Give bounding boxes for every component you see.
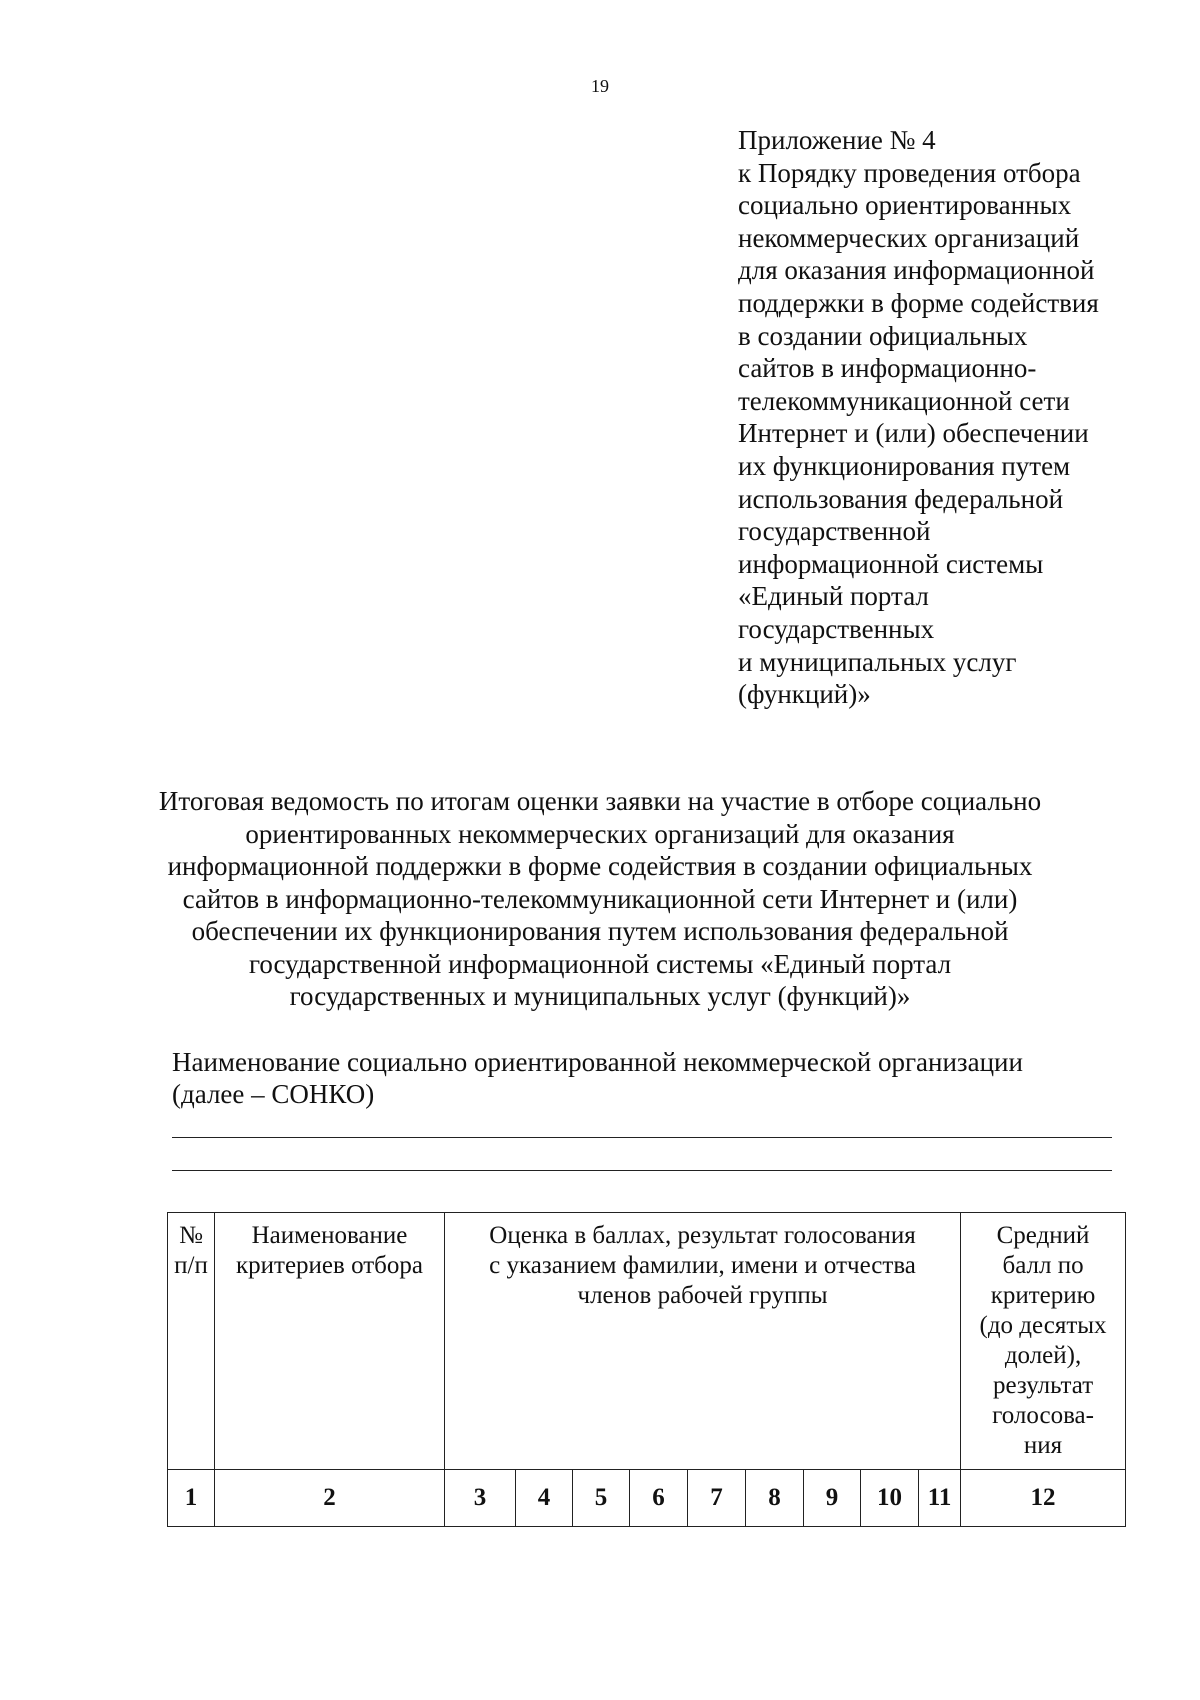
title-line: обеспечении их функционирования путем использования федеральной	[191, 916, 1009, 946]
appendix-line: сайтов в информационно-	[738, 353, 1037, 384]
column-number-cell: 3	[445, 1470, 516, 1527]
column-number-cell: 7	[688, 1470, 746, 1527]
document-title	[150, 785, 1050, 1013]
column-number-cell: 2	[215, 1470, 445, 1527]
organization-name-blank-line	[172, 1170, 1112, 1171]
appendix-line: информационной системы	[738, 548, 1044, 579]
appendix-line: социально ориентированных	[738, 190, 1072, 221]
table-column-number-row	[168, 1470, 1126, 1527]
page-number: 19	[591, 76, 609, 96]
column-number-cell: 10	[861, 1470, 919, 1527]
column-number-cell: 9	[804, 1470, 861, 1527]
header-average: Средний балл по критерию (до десятых долей), результат голосова- ния	[961, 1213, 1126, 1470]
header-criteria: Наименование критериев отбора	[215, 1213, 445, 1470]
column-number-cell: 12	[961, 1470, 1126, 1527]
organization-name-label	[172, 1046, 1112, 1110]
appendix-line: Интернет и (или) обеспечении	[738, 418, 1089, 449]
appendix-line: их функционирования путем	[738, 450, 1071, 481]
appendix-line: для оказания информационной	[738, 255, 1095, 286]
title-line: ориентированных некоммерческих организаций для оказания	[245, 818, 955, 849]
appendix-line: Приложение № 4	[738, 125, 936, 155]
appendix-line: государственной	[738, 516, 931, 547]
organization-name-blank-line	[172, 1137, 1112, 1138]
appendix-header	[738, 124, 1158, 711]
header-num: № п/п	[168, 1213, 215, 1470]
column-number-cell: 4	[516, 1470, 573, 1527]
appendix-line: телекоммуникационной сети	[738, 385, 1070, 416]
title-line: государственной информационной системы «Единый портал	[248, 948, 952, 979]
appendix-line: использования федеральной	[738, 483, 1064, 514]
column-number-cell: 8	[746, 1470, 804, 1527]
column-number-cell: 11	[919, 1470, 961, 1527]
table-header-row	[168, 1213, 1126, 1470]
title-line: сайтов в информационно-телекоммуникационной сети Интернет и (или)	[182, 883, 1018, 914]
org-label-line: (далее – СОНКО)	[172, 1079, 375, 1109]
column-number-cell: 5	[573, 1470, 630, 1527]
appendix-line: некоммерческих организаций	[738, 222, 1080, 253]
appendix-line: поддержки в форме содействия	[738, 287, 1099, 318]
column-number-cell: 6	[630, 1470, 688, 1527]
title-line: информационной поддержки в форме содействия в создании официальных	[167, 851, 1033, 881]
score-table	[167, 1212, 1126, 1527]
appendix-line: «Единый портал	[738, 581, 929, 612]
appendix-line: государственных	[738, 613, 935, 644]
appendix-line: (функций)»	[738, 679, 871, 710]
title-line: государственных и муниципальных услуг (функций)»	[289, 981, 911, 1011]
column-number-cell: 1	[168, 1470, 215, 1527]
appendix-line: к Порядку проведения отбора	[738, 157, 1081, 188]
header-scores: Оценка в баллах, результат голосования с указанием фамилии, имени и отчества членов рабочей группы	[445, 1213, 961, 1470]
appendix-line: и муниципальных услуг	[738, 646, 1017, 677]
org-label-line: Наименование социально ориентированной некоммерческой организации	[172, 1047, 1023, 1077]
appendix-line: в создании официальных	[738, 320, 1028, 351]
title-line: Итоговая ведомость по итогам оценки заявки на участие в отборе социально	[158, 786, 1042, 816]
